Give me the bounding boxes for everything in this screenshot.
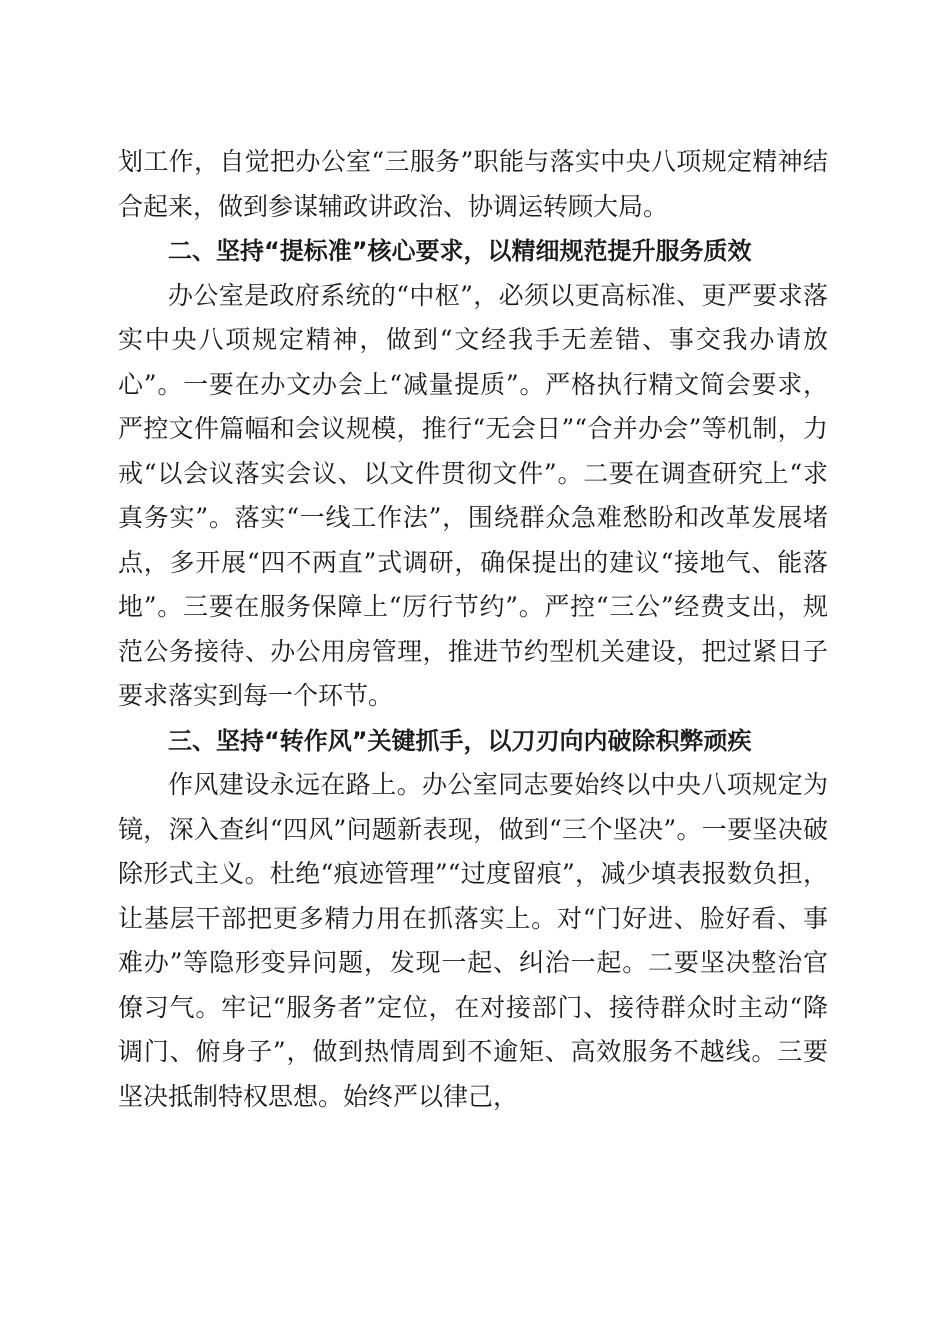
paragraph-continuation: 划工作，自觉把办公室“三服务”职能与落实中央八项规定精神结合起来，做到参谋辅政讲政治、协调运转顾大局。 <box>118 147 828 221</box>
paragraph-section-3-body: 作风建设永远在路上。办公室同志要始终以中央八项规定为镜，深入查纠“四风”问题新表现，做到“三个坚决”。一要坚决破除形式主义。杜绝“痕迹管理”“过度留痕”，减少填表报数负担，让基层干部把更多精力用在抓落实上。对“门好进、脸好看、事难办”等隐形变异问题，发现一起、纠治一起。二要坚决整治官僚习气。牢记“服务者”定位，在对接部门、接待群众时主动“降调门、俯身子”，做到热情周到不逾矩、高效服务不越线。三要坚决抵制特权思想。始终严以律己， <box>118 770 828 1111</box>
section-heading-3: 三、坚持“转作风”关键抓手，以刀刃向内破除积弊顽疾 <box>168 726 752 755</box>
section-heading-2: 二、坚持“提标准”核心要求，以精细规范提升服务质效 <box>168 237 752 265</box>
document-page <box>118 140 828 1119</box>
paragraph-section-2-body: 办公室是政府系统的“中枢”，必须以更高标准、更严要求落实中央八项规定精神，做到“文经我手无差错、事交我办请放心”。一要在办文办会上“减量提质”。严格执行精文简会要求，严控文件篇幅和会议规模，推行“无会日”“合并办会”等机制，力戒“以会议落实会议、以文件贯彻文件”。二要在调查研究上“求真务实”。落实“一线工作法”，围绕群众急难愁盼和改革发展堵点，多开展“四不两直”式调研，确保提出的建议“接地气、能落地”。三要在服务保障上“厉行节约”。严控“三公”经费支出，规范公务接待、办公用房管理，推进节约型机关建设，把过紧日子要求落实到每一个环节。 <box>118 280 828 710</box>
